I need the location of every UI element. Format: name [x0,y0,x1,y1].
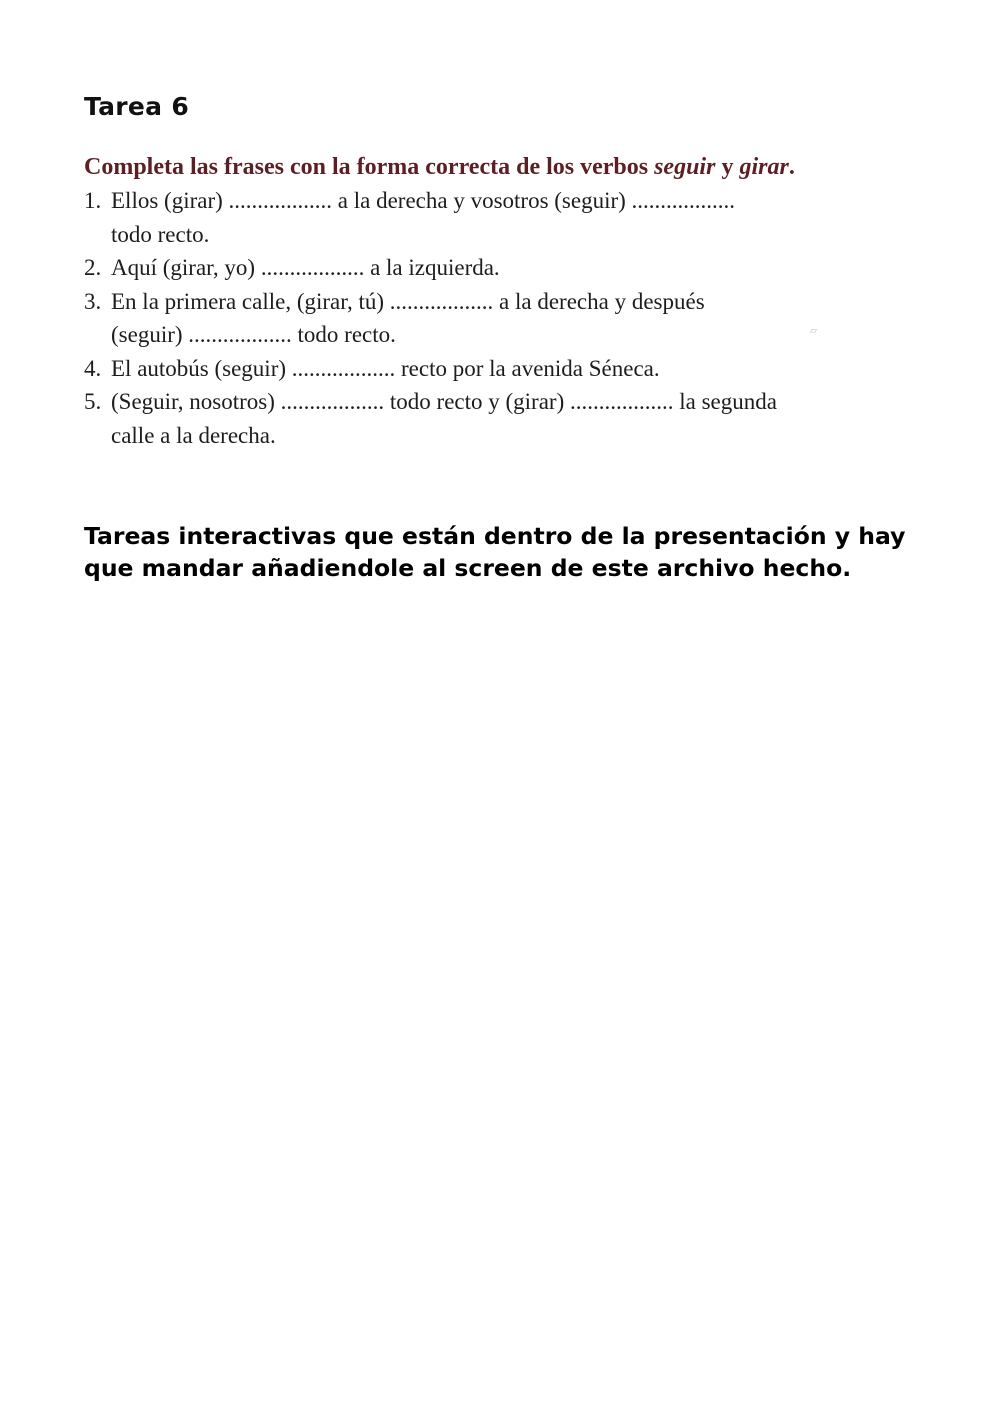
item-number: 5. [84,389,102,414]
item-line: (seguir) .................. todo recto. [111,322,396,347]
item-number: 2. [84,255,102,280]
item-line: calle a la derecha. [111,422,276,448]
exercise-item [84,285,914,352]
item-line: El autobús (seguir) .................. recto por la avenida Séneca. [111,355,660,381]
verb-girar: girar [739,154,789,180]
exercise-block [84,150,914,452]
page-title: Tarea 6 [84,92,190,121]
item-number: 3. [84,288,102,314]
scan-speck-mark: ▱ [810,326,817,336]
instruction-period: . [788,154,795,180]
item-line: todo recto. [111,221,210,247]
exercise-item [84,251,914,285]
item-line: (Seguir, nosotros) .................. todo recto y (girar) .................. la segunda [111,389,777,414]
item-number: 1. [84,188,102,213]
exercise-list [84,184,914,452]
verb-seguir: seguir [654,154,716,180]
exercise-item [84,184,914,251]
instruction-text: Completa las frases con la forma correcta de los verbos [84,154,655,180]
exercise-instructions [84,150,914,184]
item-number: 4. [84,355,102,381]
instruction-connector: y [715,154,740,180]
item-line: Aquí (girar, yo) .................. a la izquierda. [111,255,500,280]
item-line: Ellos (girar) .................. a la derecha y vosotros (seguir) .................. [111,188,736,213]
item-line: En la primera calle, (girar, tú) .................. a la derecha y después [111,288,705,314]
exercise-item [84,352,914,386]
assignment-note: Tareas interactivas que están dentro de la presentación y hay que mandar añadiendole al screen de este archivo hecho. [84,522,906,582]
exercise-item [84,385,914,452]
